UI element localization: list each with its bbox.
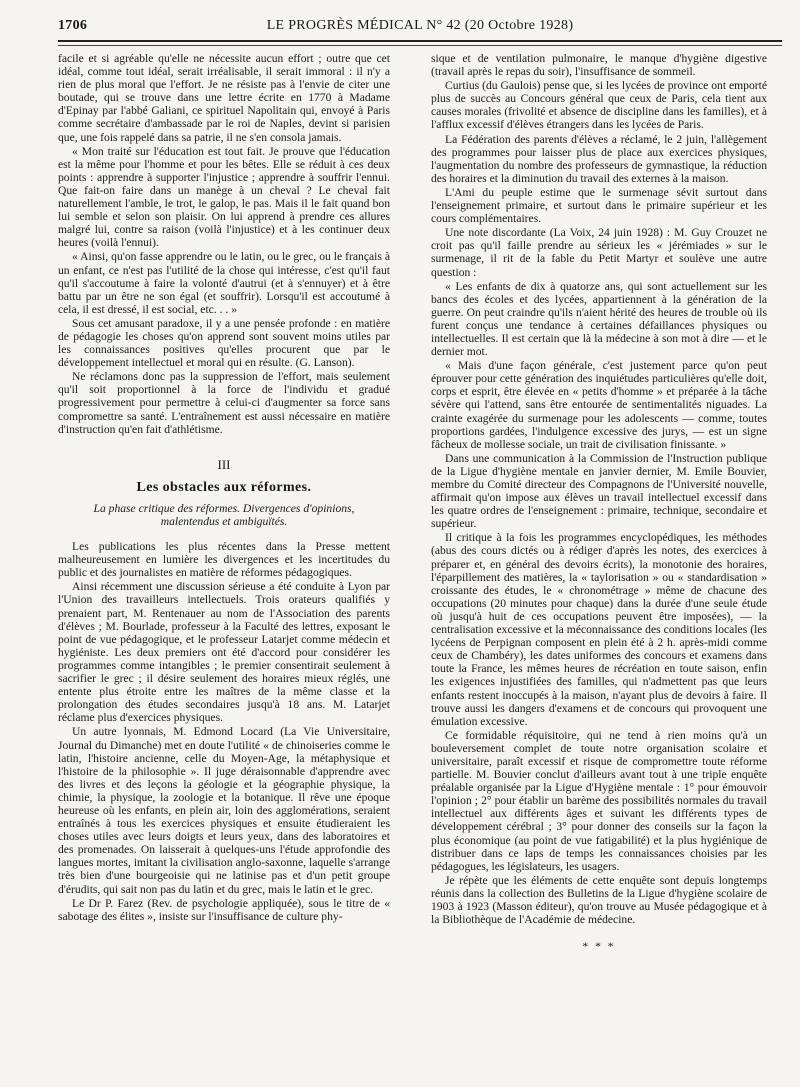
quote-paragraph: « Ainsi, qu'on fasse apprendre ou le latin, ou le grec, ou le français à un enfant, ce n'est pas l'utilité de la chose qui intéresse, c'est qu'il faut qu'il s'accoutume à faire la volonté d'autrui (et à s'ennuyer) et à être battu par un être ne son égal (et souffrir). Lorsqu'il est accoutumé à cela, il est dressé, il est social, etc. . . » bbox=[58, 250, 390, 316]
paragraph: Il critique à la fois les programmes encyclopédiques, les méthodes (abus des cours dictés ou à rédiger d'après les notes, des exercices à préparer et, en général des devoirs écrits), la monotonie des horaires, l'éparpillement des matières, la « taylorisation » ou « standardisation » croissante des études, le « chronométrage » même de chacune des occupations (20 minutes pour chaque) dans la durée d'une seule étude où jusqu'à huit de ces occupations peuvent être imposées), — la centralisation excessive et la méconnaissance des conditions locales (les lycéens de Perpignan composent en plein été à 2 h. après-midi comme ceux de Chambéry), les dates uniformes des concours et examens dans toute la France, les mêmes heures de récréation en toute saison, enfin les exigences injustifiées des familles, qui n'admettent pas que leurs enfants restent inoccupés à la maison, n'ayant plus de devoirs à faire. Il trouve aussi les dangers d'examens et de concours qui provoquent une émulation excessive. bbox=[431, 531, 767, 728]
journal-title: LE PROGRÈS MÉDICAL N° 42 (20 Octobre 1928) bbox=[266, 18, 574, 33]
paragraph: Les publications les plus récentes dans la Presse mettent malheureusement en lumière les divergences et les incertitudes du public et des journalistes en matière de réformes pédagogiques. bbox=[58, 540, 390, 580]
paragraph: Ne réclamons donc pas la suppression de l'effort, mais seulement qu'il soit proportionnel à la force de l'individu et gradué progressivement pour permettre à celui-ci d'augmenter sa force sans compromettre sa santé. L'entraînement est aussi nécessaire en matière d'instruction qu'en fait d'athlétisme. bbox=[58, 370, 390, 436]
paragraph: Le Dr P. Farez (Rev. de psychologie appliquée), sous le titre de « sabotage des élites », insiste sur l'insuffisance de culture phy- bbox=[58, 896, 390, 923]
section-number: III bbox=[217, 456, 231, 472]
header-rule-thick bbox=[58, 40, 782, 42]
paragraph: sique et de ventilation pulmonaire, le manque d'hygiène digestive (travail après le repas du soir), l'insuffisance de sommeil. bbox=[431, 52, 767, 79]
paragraph: Ainsi récemment une discussion sérieuse a été conduite à Lyon par l'Union des travailleurs intellectuels. Trois orateurs qualifiés y prenaient part, M. Rentenauer au nom de l'Association des parents d'élèves ; M. Bourlade, professeur à la Faculté des lettres, exposant le point de vue pédagogique, et le professeur Latarjet comme médecin et hygiéniste. Les deux premiers ont été d'accord pour considérer les programmes comme intangibles ; le premier consentirait seulement à sacrifier le grec ; il désire seulement des horaires mieux réglés, une entente plus étroite entre les maîtres de la même classe et la prolongation des études secondaires jusqu'à 18 ans. M. Latarjet réclame plus d'exercices physiques. bbox=[58, 580, 390, 725]
section-end-stars: * * * bbox=[582, 940, 616, 954]
paragraph: Ce formidable réquisitoire, qui ne tend à rien moins qu'à un bouleversement complet de toute notre organisation scolaire et universitaire, paraît excessif et risque de compromettre toute réforme partielle. M. Bouvier conclut d'ailleurs avant tout à une triple enquête préalable organisée par la Ligue d'Hygiène mentale : 1° pour émouvoir l'opinion ; 2° pour établir un barème des possibilités normales du travail intellectuel aux différents âges et suivant les différents types de développement cérébral ; 3° pour donner des conseils sur la façon la plus économique (au point de vue fatigabilité) et la plus hygiénique de distribuer dans ce laps de temps les connaissances choisies par les pédagogues, les législateurs, les usagers. bbox=[431, 728, 767, 873]
right-column bbox=[431, 52, 767, 1072]
quote-paragraph: « Mon traité sur l'éducation est tout fait. Je prouve que l'éducation est la même pour l'homme et pour les bêtes. Elle se réduit à ces deux points : apprendre à supporter l'injustice ; apprendre à souffrir l'ennui. Que fait-on faire dans un manège à un cheval ? Le cheval fait naturellement l'amble, le trot, le galop, le pas. Mais il le fait quand bon lui semble et selon son plaisir. On lui apprend à prendre ces allures malgré lui, contre sa raison (voilà l'injustice) et à les continuer deux heures (voilà l'ennui). bbox=[58, 144, 390, 250]
left-column bbox=[58, 52, 390, 1072]
paragraph: La Fédération des parents d'élèves a réclamé, le 2 juin, l'allègement des programmes pour laisser plus de place aux exercices physiques, l'augmentation du nombre des professeurs de gymnastique, la réduction des horaires et la diminution du travail des externes à la maison. bbox=[431, 132, 767, 185]
page-number: 1706 bbox=[58, 18, 88, 33]
quote-paragraph: « Les enfants de dix à quatorze ans, qui sont actuellement sur les bancs des écoles et des lycées, appartiennent à la génération de la guerre. On peut craindre qu'ils n'aient hérité des heures de trouble où ils furent conçus une tendance à certaines défaillances physiques ou intellectuelles. Il est certain que là la médecine à son mot à dire — et le dernier mot. bbox=[431, 279, 767, 359]
paragraph: Curtius (du Gaulois) pense que, si les lycées de province ont emporté plus de succès au Concours général que ceux de Paris, cela tient aux causes morales (frivolité et absence de discipline dans les familles), et à l'afflux excessif d'élèves étrangers dans les lycées de Paris. bbox=[431, 79, 767, 132]
section-subtitle: La phase critique des réformes. Divergences d'opinions, malentendus et ambiguïtés. bbox=[93, 501, 355, 528]
paragraph: Une note discordante (La Voix, 24 juin 1928) : M. Guy Crouzet ne croit pas qu'il faille prendre au sérieux les « jérémiades » sur le surmenage, il rit de la fable du Petit Martyr et soulève une autre question : bbox=[431, 226, 767, 279]
page-header bbox=[58, 18, 782, 38]
paragraph: Sous cet amusant paradoxe, il y a une pensée profonde : en matière de pédagogie les choses qu'on apprend sont souvent moins utiles par les connaissances positives qu'elles procurent que par le développement intellectuel et moral qui en résulte. (G. Lanson). bbox=[58, 316, 390, 370]
quote-paragraph: « Mais d'une façon générale, c'est justement parce qu'on peut éprouver pour cette génération des inquiétudes particulières qu'elle doit, corps et esprit, être élevée en « petits d'homme » et préparée à la tâche sévère qui l'attend, sans être entourée de sentimentalités niguades. La crainte exagérée du surmenage pour les adolescents — comme, toutes proportions gardées, l'indulgence excessive des jurys, — est un signe fâcheux de mollesse sociale, un trait de civilisation finissante. » bbox=[431, 359, 767, 451]
paragraph: Dans une communication à la Commission de l'Instruction publique de la Ligue d'hygiène mentale en janvier dernier, M. Emile Bouvier, membre du Comité directeur des Compagnons de l'Université nouvelle, affirmait qu'on impose aux élèves un travail intellectuel excessif dans les quatre ordres de l'enseignement : primaire, technique, secondaire et supérieur. bbox=[431, 451, 767, 531]
paragraph: facile et si agréable qu'elle ne nécessite aucun effort ; outre que cet idéal, comme tout idéal, serait irréalisable, il serait immoral : il n'y a rien de plus moral que l'effort. Je ne résiste pas à l'envie de citer une boutade, qui se trouve dans une lettre écrite en 1770 à Madame d'Epinay par l'abbé Galiani, ce spirituel Napolitain qui, envoyé à Paris comme secrétaire d'ambassade par le roi de Naples, devint si parisien que, une fois rappelé dans sa patrie, il ne s'en consola jamais. bbox=[58, 52, 390, 144]
paragraph: L'Ami du peuple estime que le surmenage sévit surtout dans l'enseignement primaire, et surtout dans le primaire supérieur et les cours complémentaires. bbox=[431, 185, 767, 226]
header-rule-thin bbox=[58, 45, 782, 46]
paragraph: Un autre lyonnais, M. Edmond Locard (La Vie Universitaire, Journal du Dimanche) met en doute l'utilité « de chinoiseries comme le latin, l'histoire ancienne, celle du Moyen-Age, la métaphysique et l'histoire de la philosophie ». Il juge déraisonnable d'apprendre avec des livres et des leçons la géologie et la géographie physique, la chimie, la physique, la zoologie et la botanique. Il rêve une époque heureuse où les enfants, en plein air, loin des agglomérations, seraient entraînés à tous les exercices physiques et ensuite étudieraient les choses utiles avec leurs doigts et leurs yeux, dans des laboratoires et des promenades. On laisserait à quelques-uns l'étude approfondie des langues mortes, imitant la civilisation anglo-saxonne, laquelle s'arrange très bien d'une bourgeoisie qui ne latinise pas et d'un petit groupe d'érudits, qui sait non pas du latin et du grec, mais le latin et le grec. bbox=[58, 725, 390, 896]
paragraph: Je répète que les éléments de cette enquête sont depuis longtemps réunis dans la collection des Bulletins de la Ligue d'hygiène scolaire de 1903 à 1923 (Masson éditeur), qu'on trouve au Musée pédagogique et à la Bibliothèque de l'Académie de médecine. bbox=[431, 873, 767, 927]
section-title: Les obstacles aux réformes. bbox=[136, 479, 312, 495]
